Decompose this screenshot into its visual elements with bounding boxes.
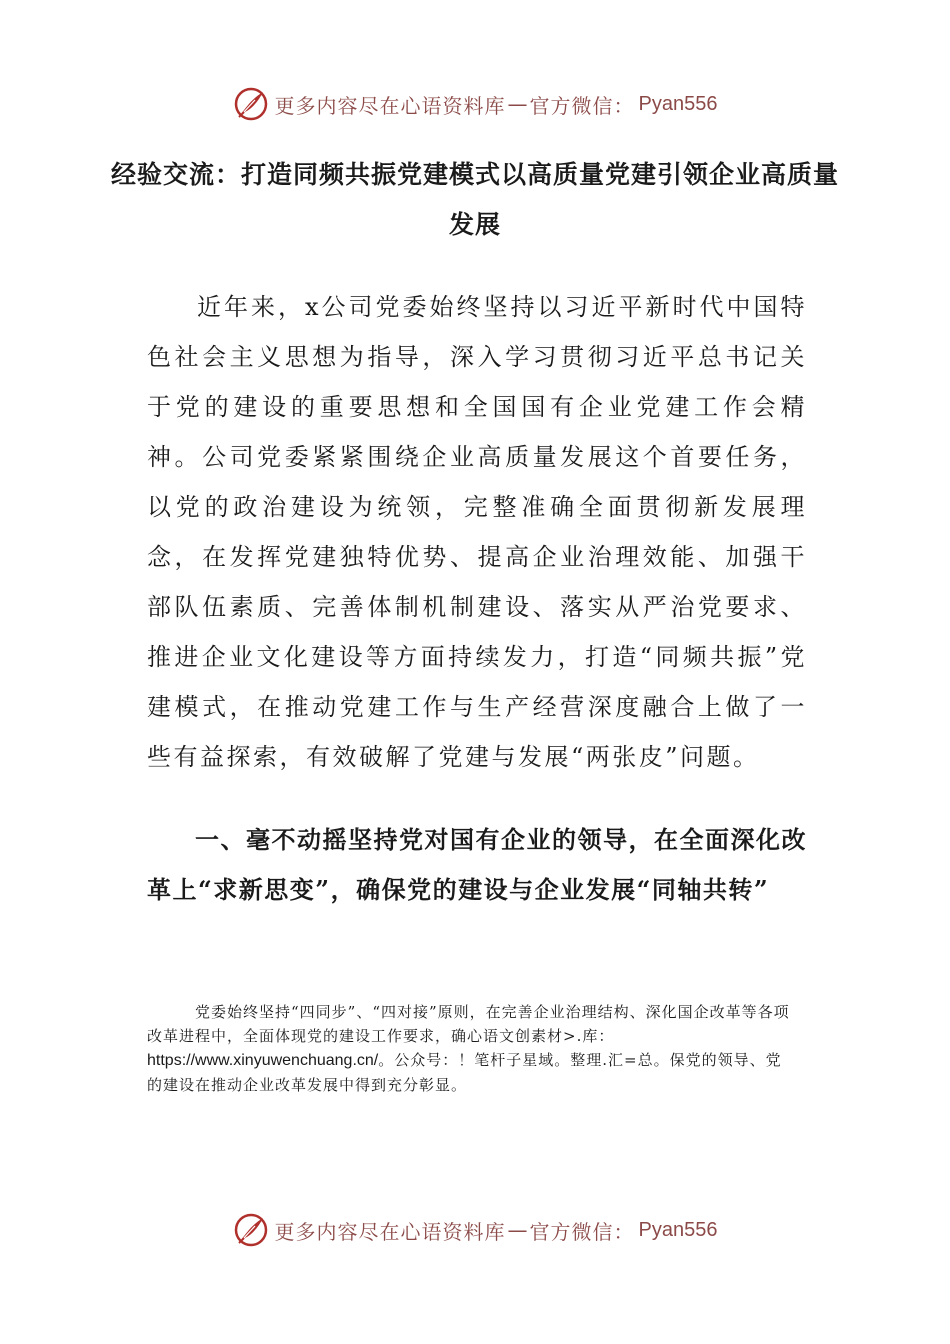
watermark-wechat-id: Pyan556 [638,1218,718,1241]
watermark-brand-text: 更多内容尽在心语资料库 [274,93,506,118]
intro-paragraph: 近年来，x公司党委始终坚持以习近平新时代中国特色社会主义思想为指导，深入学习贯彻习近平总书记关于党的建设的重要思想和全国国有企业党建工作会精神。公司党委紧紧围绕企业高质量发展这个首要任务，以党的政治建设为统领，完整准确全面贯彻新发展理念，在发挥党建独特优势、提高企业治理效能、加强干部队伍素质、完善体制机制建设、落实从严治党要求、推进企业文化建设等方面持续发力，打造“同频共振”党建模式，在推动党建工作与生产经营深度融合上做了一些有益探索，有效破解了党建与发展“两张皮”问题。 [147,293,807,771]
watermark-footer [0,1210,950,1250]
watermark-wechat-label: 官方微信： [529,93,635,118]
section-paragraph-text-a: 党委始终坚持“四同步”、“四对接”原则，在完善企业治理结构、深化国企改革等各项改革进程中，全面体现党的建设工作要求，确心语文创素材>.库： [147,1003,790,1045]
watermark-wechat-label: 官方微信： [529,1219,635,1244]
document-title: 经验交流：打造同频共振党建模式以高质量党建引领企业高质量发展 [110,160,839,239]
watermark-header [0,84,950,124]
quill-logo-icon [233,86,269,122]
section-paragraph [147,1000,797,1097]
section-heading: 一、毫不动摇坚持党对国有企业的领导，在全面深化改革上“求新思变”，确保党的建设与企业发展“同轴共转” [147,825,807,904]
watermark-brand-text: 更多内容尽在心语资料库 [274,1219,506,1244]
source-url-link[interactable]: https://www.xinyuwenchuang.cn/ [147,1052,379,1069]
quill-logo-icon [233,1212,269,1248]
section-paragraph-text-b: 。公众号：！笔杆子星域。整理.汇=总。保党的领导、党的建设在推动企业改革发展中得到充分彰显。 [147,1051,782,1094]
watermark-wechat-id: Pyan556 [638,92,718,115]
watermark-separator: — [507,92,528,116]
watermark-separator: — [507,1218,528,1242]
